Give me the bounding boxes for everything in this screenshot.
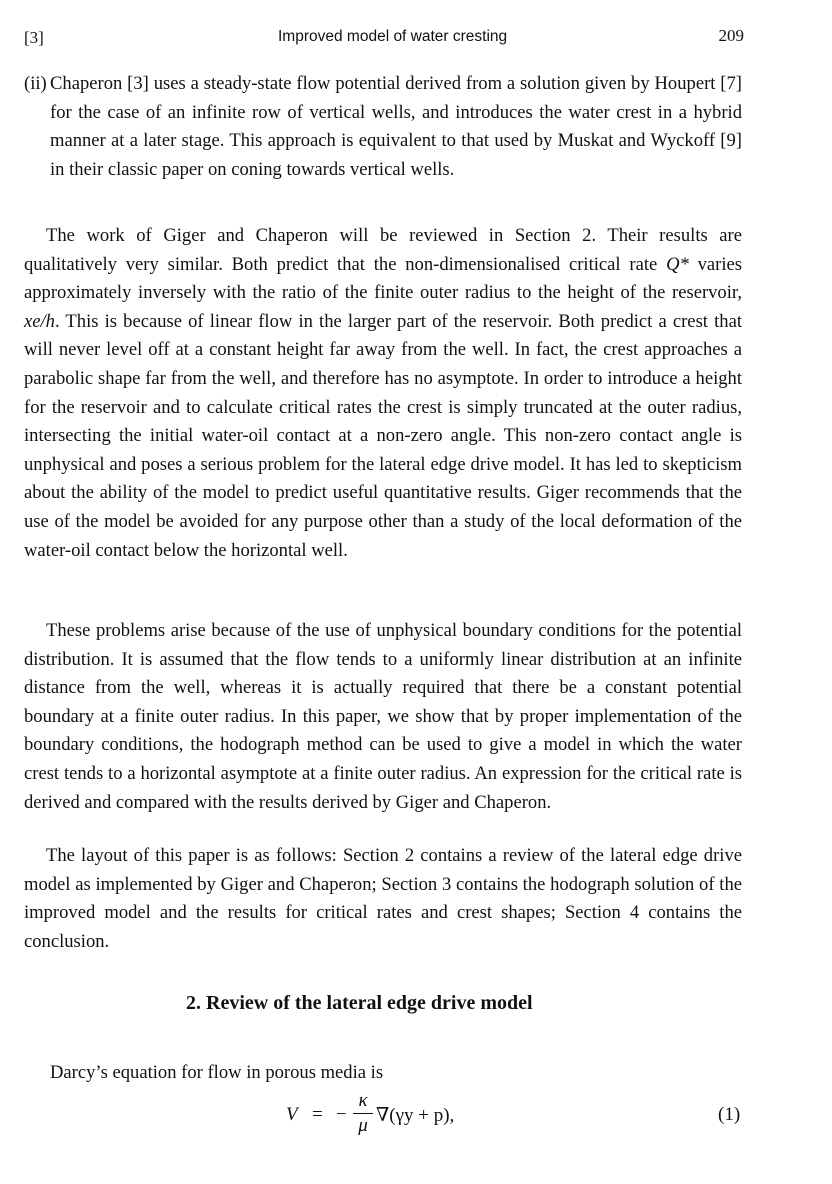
running-header	[24, 26, 744, 50]
equation-number: (1)	[718, 1104, 741, 1125]
section-heading: 2. Review of the lateral edge drive model	[186, 992, 533, 1014]
paragraph-problems: These problems arise because of the use of unphysical boundary conditions for the potential distribution. It is assumed that the flow tends to a uniformly linear distribution at an infinite distance from the well, whereas it is actually required that there be a constant potential boundary at a finite outer radius. In this paper, we show that by proper implementation of the boundary conditions, the hodograph method can be used to give a model in which the water crest tends to a horizontal asymptote at a finite outer radius. An expression for the critical rate is derived and compared with the results derived by Giger and Chaperon.	[24, 620, 742, 813]
equation-lhs: V	[286, 1104, 298, 1125]
paragraph-text: The work of Giger and Chaperon will be reviewed in Section 2. Their results are qualitatively very similar. Both predict that the non-dimensionalised critical rate	[24, 225, 742, 275]
equation-fraction	[353, 1092, 373, 1135]
equation-minus: −	[336, 1104, 347, 1125]
darcy-equation	[250, 1088, 750, 1158]
critical-rate-symbol: Q*	[666, 253, 689, 275]
darcy-intro: Darcy’s equation for flow in porous media is	[50, 1062, 384, 1083]
list-item-ii	[24, 70, 742, 184]
header-title: Improved model of water cresting	[278, 28, 508, 45]
paragraph-layout: The layout of this paper is as follows: Section 2 contains a review of the lateral edge drive model as implemented by Giger and Chaperon; Section 3 contains the hodograph solution of the improved model and the results for critical rates and crest shapes; Section 4 contains the conclusion.	[24, 845, 742, 952]
equation-equals: =	[312, 1104, 323, 1125]
page-number: 209	[718, 26, 744, 45]
paragraph-text: . This is because of linear flow in the larger part of the reservoir. Both predict a crest that will never level off at a constant height far away from the well. In fact, the crest approaches a parabolic shape far from the well, and therefore has no asymptote. In order to introduce a height for the reservoir and to calculate critical rates the crest is simply truncated at the outer radius, intersecting the initial water-oil contact at a non-zero angle. This non-zero contact angle is unphysical and poses a serious problem for the lateral edge drive model. It has led to skepticism about the ability of the model to predict useful quantitative results. Giger recommends that the use of the model be avoided for any purpose other than a study of the local deformation of the water-oil contact below the horizontal well.	[24, 310, 742, 561]
paragraph-text: varies approximately inversely with the ratio of the finite outer radius to the height of the reservoir,	[24, 253, 742, 304]
header-reference: [3]	[24, 28, 44, 47]
list-item-text: Chaperon [3] uses a steady-state flow potential derived from a solution given by Houpert [7] for the case of an infinite row of vertical wells, and introduces the water crest in a hybrid manner at a later stage. This approach is equivalent to that used by Muskat and Wyckoff [9] in their classic paper on coning towards vertical wells.	[50, 73, 742, 180]
fraction-bar	[353, 1113, 373, 1114]
fraction-denominator: μ	[358, 1115, 368, 1137]
equation-rhs: ∇(γy + p),	[376, 1105, 455, 1126]
ratio-symbol: xe/h	[24, 310, 55, 332]
paragraph-review-summary	[24, 222, 742, 565]
list-item-label: (ii)	[24, 73, 47, 94]
fraction-numerator: κ	[358, 1090, 368, 1111]
